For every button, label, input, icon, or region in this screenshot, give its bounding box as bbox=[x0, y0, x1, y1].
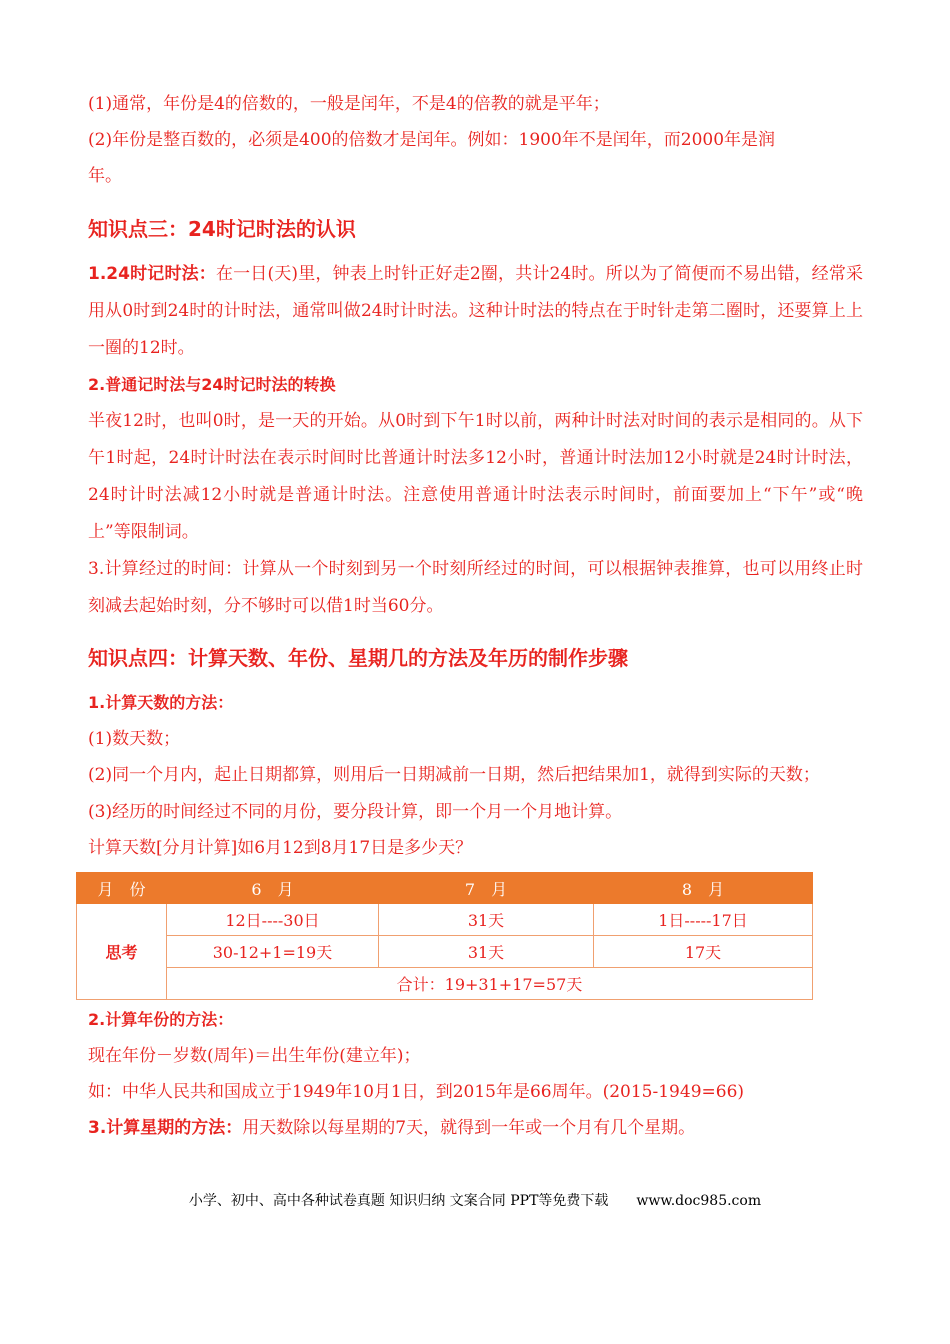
header-july: 7 月 bbox=[379, 873, 594, 904]
table-total: 合计：19+31+17=57天 bbox=[167, 968, 813, 1000]
table-row bbox=[77, 904, 813, 936]
header-month: 月 份 bbox=[77, 873, 167, 904]
leap-rule-2-cont: 年。 bbox=[88, 166, 122, 186]
header-august: 8 月 bbox=[594, 873, 813, 904]
table-cell: 31天 bbox=[379, 904, 594, 936]
leap-rule-2: (2)年份是整百数的，必须是400的倍数才是闰年。例如：1900年不是闰年，而2000年是润 bbox=[88, 130, 776, 150]
section3-heading: 知识点三：24时记时法的认识 bbox=[88, 217, 356, 241]
header-june: 6 月 bbox=[167, 873, 379, 904]
table-total-row bbox=[77, 968, 813, 1000]
method1-item1: (1)数天数； bbox=[88, 729, 181, 749]
method1-heading: 1.计算天数的方法： bbox=[88, 693, 234, 712]
section3-subheading2: 2.普通记时法与24时记时法的转换 bbox=[88, 375, 336, 394]
table-row bbox=[77, 936, 813, 968]
table-header-row bbox=[77, 873, 813, 904]
method1-item3: (3)经历的时间经过不同的月份，要分段计算，即一个月一个月地计算。 bbox=[88, 802, 623, 822]
method2-line2: 如：中华人民共和国成立于1949年10月1日，到2015年是66周年。(2015-1949=66) bbox=[88, 1082, 745, 1102]
table-cell: 17天 bbox=[594, 936, 813, 968]
method1-item2: (2)同一个月内，起止日期都算，则用后一日期减前一日期，然后把结果加1，就得到实际的天数； bbox=[88, 765, 820, 785]
method3-para bbox=[88, 1110, 863, 1146]
days-calc-table bbox=[76, 872, 813, 1000]
table-cell: 31天 bbox=[379, 936, 594, 968]
method2-heading: 2.计算年份的方法： bbox=[88, 1010, 234, 1029]
section3-para1-text: 在一日(天)里，钟表上时针正好走2圈，共计24时。所以为了简便而不易出错，经常采用从0时到24时的计时法，通常叫做24时计时法。这种计时法的特点在于时针走第二圈时，还要算上上一圈的12时。 bbox=[88, 264, 863, 358]
document-page bbox=[88, 86, 863, 1146]
section3-para3: 3.计算经过的时间：计算从一个时刻到另一个时刻所经过的时间，可以根据钟表推算，也可以用终止时刻减去起始时刻，分不够时可以借1时当60分。 bbox=[88, 559, 863, 616]
section4-heading: 知识点四：计算天数、年份、星期几的方法及年历的制作步骤 bbox=[88, 646, 628, 670]
method3-text: 用天数除以每星期的7天，就得到一年或一个月有几个星期。 bbox=[242, 1118, 696, 1138]
method3-label: 3.计算星期的方法： bbox=[88, 1118, 243, 1138]
think-label: 思考 bbox=[77, 904, 167, 1000]
section3-para2: 半夜12时，也叫0时，是一天的开始。从0时到下午1时以前，两种计时法对时间的表示是相同的。从下午1时起，24时计时法在表示时间时比普通计时法多12小时，普通计时法加12小时就是24时计时法，24时计时法减12小时就是普通计时法。注意使用普通计时法表示时间时，前面要加上“下午”或“晚上”等限制词。 bbox=[88, 411, 863, 542]
section3-para1 bbox=[88, 256, 863, 367]
section3-para1-label: 1.24时记时法： bbox=[88, 264, 216, 284]
method1-example: 计算天数[分月计算]如6月12到8月17日是多少天？ bbox=[88, 838, 473, 858]
table-cell: 1日-----17日 bbox=[594, 904, 813, 936]
leap-rule-1: (1)通常，年份是4的倍数的，一般是闰年，不是4的倍教的就是平年； bbox=[88, 94, 610, 114]
page-footer: 小学、初中、高中各种试卷真题 知识归纳 文案合同 PPT等免费下载 www.doc985.com bbox=[188, 1193, 762, 1209]
table-cell: 12日----30日 bbox=[167, 904, 379, 936]
method2-line1: 现在年份－岁数(周年)＝出生年份(建立年)； bbox=[88, 1046, 421, 1066]
table-cell: 30-12+1=19天 bbox=[167, 936, 379, 968]
